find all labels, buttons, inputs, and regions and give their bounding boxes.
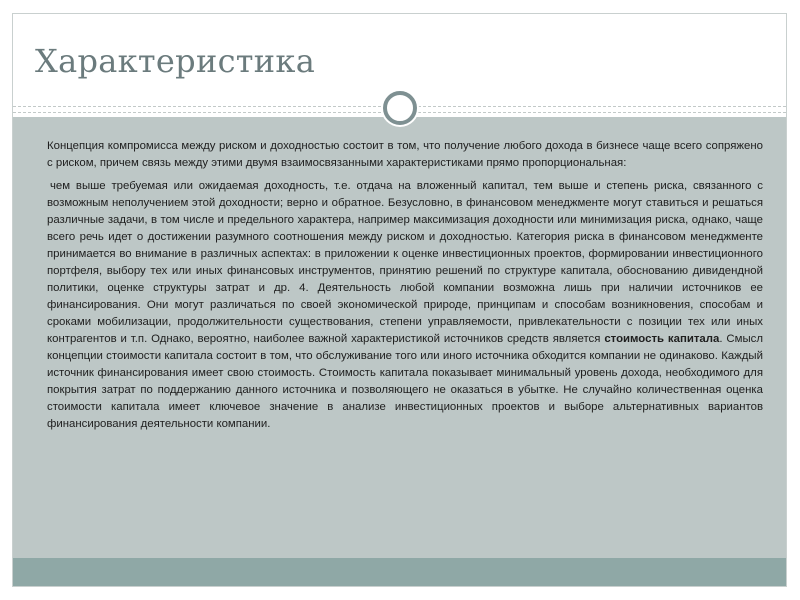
slide-title: Характеристика [35, 42, 316, 80]
paragraph-risk-return: Концепция компромисса между риском и доходностью состоит в том, что получение любого дохода в бизнесе чаще всего сопряжено с риском, причем связь между этими двумя взаимосвязанными характеристиками прямо пропорциональная: [47, 140, 763, 169]
footer-band [13, 558, 786, 586]
ring-ornament-icon [380, 88, 420, 128]
paragraph-text-start: чем выше требуемая или ожидаемая доходность, т.е. отдача на вложенный капитал, тем выше и степень риска, связанного с возможным неполучением этой доходности; верно и обратное. Безусловно, в финансовом менеджменте могут ставиться и решаться различные задачи, в том числе и предельного характера, например максимизация доходности или минимизация риска, однако, чаще всего речь идет о достижении разумного соотношения между риском и доходностью. Категория риска в финансовом менеджменте принимается во внимание в различных аспектах: в приложении к оценке инвестиционных проектов, формировании инвестиционного портфеля, выбору тех или иных финансовых инструментов, принятию решений по структуре капитала, обоснованию дивидендной политики, оценке структуры затрат и др. 4. Деятельность любой компании возможна лишь при наличии источников ее финансирования. Они могут различаться по своей экономической природе, принципам и способам возникновения, способам и сроками мобилизации, продолжительности существования, степени управляемости, привлекательности с позиции тех или иных контрагентов и т.п. Однако, вероятно, наиболее важной характеристикой источников средств является [47, 180, 763, 345]
slide-body [47, 138, 763, 433]
emphasized-term: стоимость капитала [604, 333, 720, 345]
paragraph-text-end: . Смысл концепции стоимости капитала состоит в том, что обслуживание того или иного источника обходится компании не одинаково. Каждый источник финансирования имеет свою стоимость. Стоимость капитала показывает минимальный уровень дохода, необходимого для покрытия затрат по поддержанию данного источника и позволяющего не оказаться в убытке. Не случайно количественная оценка стоимости капитала имеет ключевое значение в анализе инвестиционных проектов и выборе альтернативных вариантов финансирования деятельности компании. [47, 333, 763, 430]
paragraph-cost-of-capital [47, 178, 763, 433]
